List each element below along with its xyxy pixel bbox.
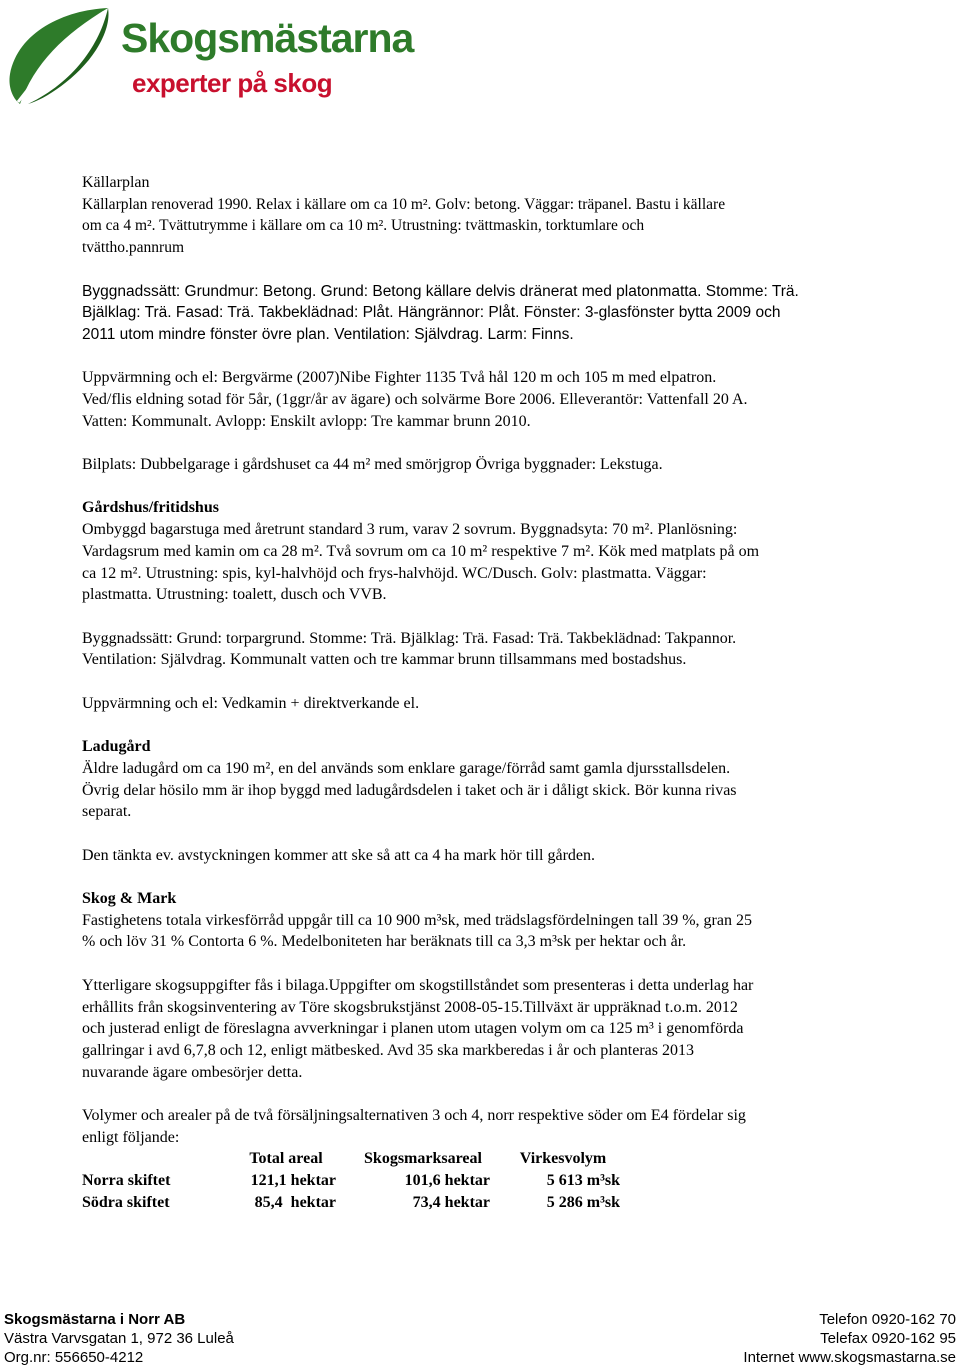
ytterligare-line: nuvarande ägare ombesörjer detta. [82, 1063, 303, 1081]
table-header-row [82, 1148, 624, 1170]
volymer-line: Volymer och arealer på de två försäljningsalternativen 3 och 4, norr respektive söder om E4 fördelar sig [82, 1107, 746, 1125]
table-cell: Norra skiftet [82, 1172, 171, 1190]
byggnad-line: Bjälklag: Trä. Fasad: Trä. Takbeklädnad: Plåt. Hängrännor: Plåt. Fönster: 3-glasfönster bytta 2009 och [82, 304, 781, 322]
kallarplan-line: tvättho.pannrum [82, 239, 185, 257]
gardshus-line: ca 12 m². Utrustning: spis, kyl-halvhöjd och frys-halvhöjd. WC/Dusch. Golv: plastmatta. Väggar: [82, 564, 707, 582]
table-cell: 5 613 m³sk [546, 1172, 620, 1190]
skog-line: % och löv 31 % Contorta 6 %. Medelboniteten har beräknats till ca 3,3 m³sk per hektar och år. [82, 933, 687, 951]
ladugard-line: separat. [82, 803, 132, 821]
logo-name: Skogsmästarna [121, 15, 414, 61]
volymer-line: enligt följande: [82, 1128, 180, 1146]
ytterligare-line: och justerad enligt de föreslagna avverkningar i planen utom utagen volym om ca 125 m³ i genomförda [82, 1020, 744, 1038]
area-table [82, 1148, 624, 1213]
ladugard-line: Övrig delar hösilo mm är ihop byggd med ladugårdsdelen i taket och är i dåligt skick. Bör kunna rivas [82, 781, 737, 799]
section-title-ladugard: Ladugård [82, 738, 151, 756]
uppvarmning-line: Vatten: Kommunalt. Avlopp: Enskilt avlopp: Tre kammar brunn 2010. [82, 412, 531, 430]
company-logo [4, 4, 444, 108]
footer-right [743, 1310, 956, 1367]
ytterligare-line: erhållits från skogsinventering av Töre skogsbrukstjänst 2008-05-15.Tillväxt är uppräknad t.o.m. 2012 [82, 998, 738, 1016]
logo-tagline: experter på skog [132, 68, 333, 98]
table-row [82, 1192, 624, 1214]
footer-company: Skogsmästarna i Norr AB [4, 1311, 186, 1328]
table-cell: 5 286 m³sk [546, 1193, 620, 1211]
ytterligare-line: gallringar i avd 6,7,8 och 12, enligt mätbesked. Avd 35 ska markberedas i år och planteras 2013 [82, 1041, 694, 1059]
bilplats-line: Bilplats: Dubbelgarage i gårdshuset ca 44 m² med smörjgrop Övriga byggnader: Lekstuga. [82, 456, 663, 474]
gardshus-line: plastmatta. Utrustning: toalett, dusch och VVB. [82, 586, 387, 604]
ytterligare-line: Ytterligare skogsuppgifter fås i bilaga.Uppgifter om skogstillståndet som presenteras i detta underlag har [82, 976, 754, 994]
avstyckning-line: Den tänkta ev. avstyckningen kommer att ske så att ca 4 ha mark hör till gården. [82, 846, 596, 864]
section-title-gardshus: Gårdshus/fritidshus [82, 499, 219, 517]
leaf-logo-icon [4, 4, 114, 108]
table-cell: 101,6 hektar [404, 1172, 490, 1190]
document-body [82, 172, 882, 1214]
byggnad-line: 2011 utom mindre fönster övre plan. Ventilation: Självdrag. Larm: Finns. [82, 325, 574, 343]
skog-line: Fastighetens totala virkesförråd uppgår till ca 10 900 m³sk, med trädslagsfördelningen tall 39 %, gran 25 [82, 911, 752, 929]
kallarplan-line: Källarplan renoverad 1990. Relax i källare om ca 10 m². Golv: betong. Väggar: träpanel. Bastu i källare [82, 195, 726, 213]
footer-address: Västra Varvsgatan 1, 972 36 Luleå [4, 1330, 234, 1347]
table-cell: Södra skiftet [82, 1193, 170, 1211]
byggnad-line: Byggnadssätt: Grundmur: Betong. Grund: Betong källare delvis dränerat med platonmatta. Stomme: Trä. [82, 282, 799, 300]
table-row [82, 1170, 624, 1192]
uppvarmning-line: Uppvärmning och el: Bergvärme (2007)Nibe Fighter 1135 Två hål 120 m och 105 m med elpatron. [82, 369, 717, 387]
section-title-kallarplan: Källarplan [82, 174, 150, 191]
footer-fax: Telefax 0920-162 95 [820, 1330, 956, 1347]
table-cell: 121,1 hektar [250, 1172, 336, 1190]
table-header: Skogsmarksareal [364, 1150, 482, 1168]
byggnad2-line: Byggnadssätt: Grund: torpargrund. Stomme: Trä. Bjälklag: Trä. Fasad: Trä. Takbeklädnad: Takpannor. [82, 629, 737, 647]
footer-web[interactable]: Internet www.skogsmastarna.se [743, 1349, 956, 1366]
kallarplan-line: om ca 4 m². Tvättutrymme i källare om ca 10 m². Utrustning: tvättmaskin, torktumlare och [82, 217, 645, 235]
table-cell: 85,4 hektar [254, 1193, 336, 1211]
gardshus-line: Ombyggd bagarstuga med åretrunt standard 3 rum, varav 2 sovrum. Byggnadsyta: 70 m². Planlösning: [82, 521, 738, 539]
table-header: Total areal [249, 1150, 323, 1168]
ladugard-line: Äldre ladugård om ca 190 m², en del används som enklare garage/förråd samt gamla djursstallsdelen. [82, 759, 731, 777]
footer-phone: Telefon 0920-162 70 [819, 1311, 956, 1328]
uppvarmning2-line: Uppvärmning och el: Vedkamin + direktverkande el. [82, 694, 420, 712]
gardshus-line: Vardagsrum med kamin om ca 28 m². Två sovrum om ca 10 m² respektive 7 m². Kök med matplats på om [82, 542, 760, 560]
table-cell: 73,4 hektar [412, 1193, 490, 1211]
byggnad2-line: Ventilation: Självdrag. Kommunalt vatten och tre kammar brunn tillsammans med bostadshus. [82, 651, 687, 669]
footer-orgnr: Org.nr: 556650-4212 [4, 1349, 144, 1366]
uppvarmning-line: Ved/flis eldning sotad för 5år, (1ggr/år av ägare) och solvärme Bore 2006. Elleverantör: Vattenfall 20 A. [82, 391, 748, 408]
footer-left [4, 1310, 234, 1367]
table-header: Virkesvolym [519, 1150, 607, 1168]
table-header [82, 1148, 228, 1170]
section-title-skog: Skog & Mark [82, 890, 177, 908]
